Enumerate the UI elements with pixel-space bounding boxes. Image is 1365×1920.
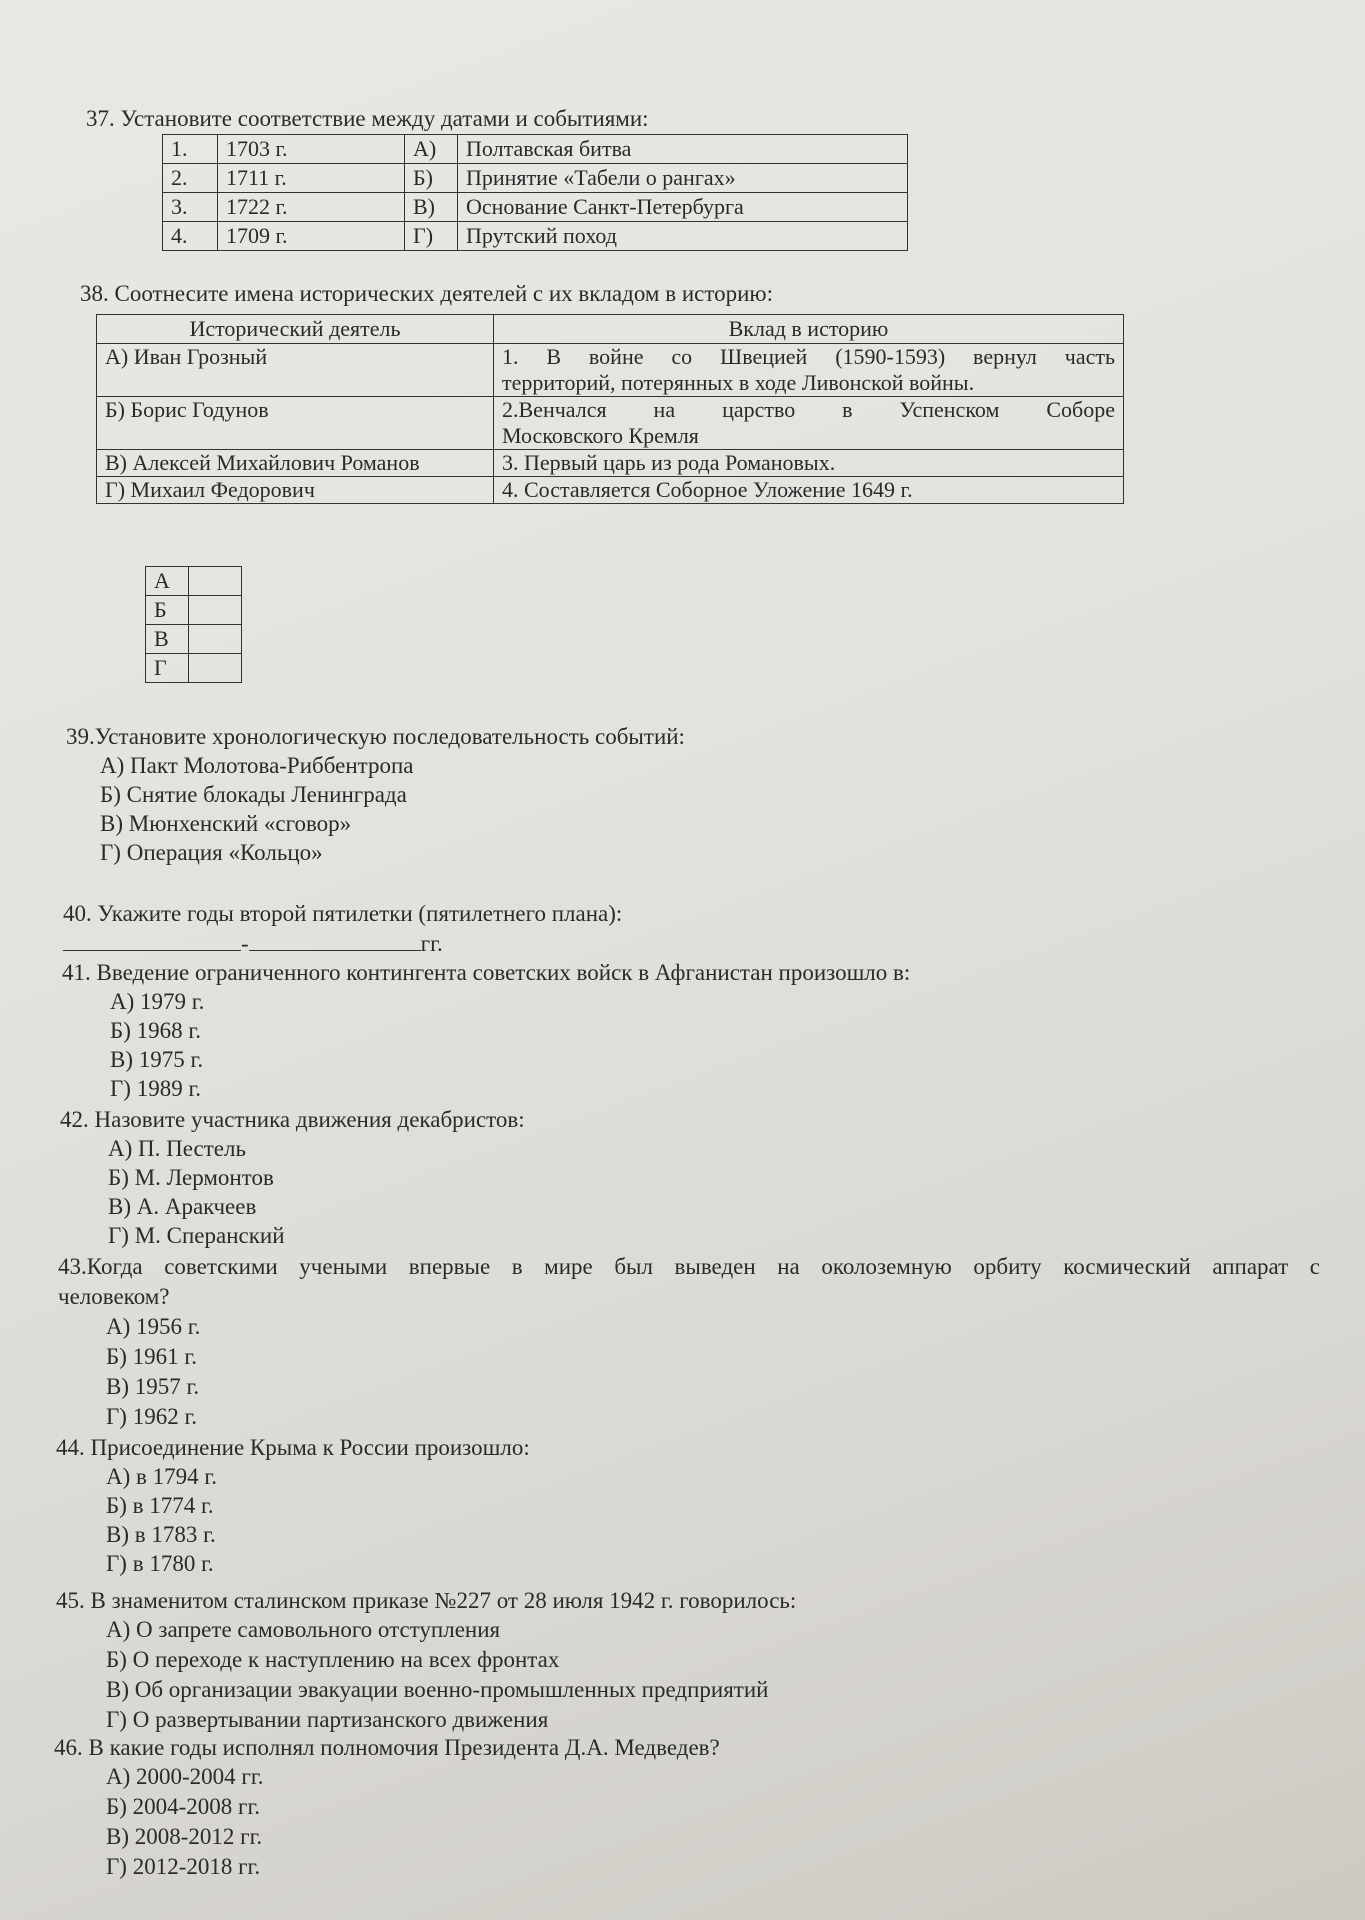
q38-person: В) Алексей Михайлович Романов: [97, 450, 494, 477]
q38-table: [96, 314, 1124, 504]
q37-letter: В): [405, 193, 458, 222]
q38-answer-grid: [145, 566, 242, 683]
q40-blank-end[interactable]: [249, 928, 421, 951]
q46-title: 46. В какие годы исполнял полномочия Президента Д.А. Медведев?: [54, 1735, 720, 1760]
q42-option: А) П. Пестель: [108, 1136, 246, 1161]
q37-date: 1711 г.: [218, 164, 405, 193]
answer-cell[interactable]: [189, 596, 242, 625]
q46-option: Г) 2012-2018 гг.: [106, 1854, 261, 1879]
q43-option: В) 1957 г.: [106, 1374, 200, 1399]
q38-contribution: [494, 344, 1124, 397]
table-row: [146, 567, 242, 596]
q43-question: [58, 1252, 1320, 1312]
q44-option: Г) в 1780 г.: [106, 1551, 214, 1576]
q40-dash: -: [241, 931, 249, 956]
answer-letter: Г: [146, 654, 189, 683]
q37-number: 2.: [163, 164, 218, 193]
q41-option: Б) 1968 г.: [110, 1018, 201, 1043]
q38-contribution: [494, 397, 1124, 450]
table-row: [163, 193, 908, 222]
table-row: [97, 450, 1124, 477]
q43-line: 43.Когда советскими учеными впервые в мире был выведен на околоземную орбиту космический аппарат с: [58, 1254, 1320, 1279]
q38-person: А) Иван Грозный: [97, 344, 494, 397]
q43-line: человеком?: [58, 1284, 170, 1309]
q37-number: 3.: [163, 193, 218, 222]
table-row: [146, 596, 242, 625]
table-row: [146, 654, 242, 683]
q46-option: Б) 2004-2008 гг.: [106, 1794, 261, 1819]
table-row: [97, 477, 1124, 504]
q39-option: В) Мюнхенский «сговор»: [100, 811, 352, 836]
q43-option: Б) 1961 г.: [106, 1344, 197, 1369]
q42-option: Г) М. Сперанский: [108, 1223, 285, 1248]
q46-option: А) 2000-2004 гг.: [106, 1764, 264, 1789]
q37-event: Полтавская битва: [458, 135, 908, 164]
q37-event: Основание Санкт-Петербурга: [458, 193, 908, 222]
table-row: [163, 135, 908, 164]
q41-option: Г) 1989 г.: [110, 1076, 202, 1101]
q41-option: А) 1979 г.: [110, 989, 205, 1014]
q39-option: Б) Снятие блокады Ленинграда: [100, 782, 407, 807]
q39-option: Г) Операция «Кольцо»: [100, 840, 323, 865]
q38-person: Г) Михаил Федорович: [97, 477, 494, 504]
q38-contribution-line: Московского Кремля: [502, 423, 699, 448]
q41-title: 41. Введение ограниченного контингента советских войск в Афганистан произошло в:: [62, 960, 911, 985]
q38-contribution-line: 1. В войне со Швецией (1590-1593) вернул часть: [502, 344, 1115, 369]
q45-title: 45. В знаменитом сталинском приказе №227 от 28 июля 1942 г. говорилось:: [56, 1588, 797, 1613]
q40-title: 40. Укажите годы второй пятилетки (пятилетнего плана):: [63, 901, 623, 926]
table-row: [97, 397, 1124, 450]
q38-title: 38. Соотнесите имена исторических деятелей с их вкладом в историю:: [80, 281, 773, 306]
q43-option: Г) 1962 г.: [106, 1404, 198, 1429]
q46-option: В) 2008-2012 гг.: [106, 1824, 263, 1849]
table-row: [163, 222, 908, 251]
q43-option: А) 1956 г.: [106, 1314, 201, 1339]
q37-number: 4.: [163, 222, 218, 251]
q39-title: 39.Установите хронологическую последовательность событий:: [66, 724, 685, 749]
answer-cell[interactable]: [189, 654, 242, 683]
q38-person: Б) Борис Годунов: [97, 397, 494, 450]
q38-contribution: 3. Первый царь из рода Романовых.: [494, 450, 1124, 477]
answer-cell[interactable]: [189, 567, 242, 596]
q37-event: Принятие «Табели о рангах»: [458, 164, 908, 193]
table-row: [97, 344, 1124, 397]
q42-title: 42. Назовите участника движения декабристов:: [60, 1107, 525, 1132]
q37-letter: А): [405, 135, 458, 164]
q37-letter: Б): [405, 164, 458, 193]
q44-option: Б) в 1774 г.: [106, 1493, 214, 1518]
q37-number: 1.: [163, 135, 218, 164]
q37-date: 1722 г.: [218, 193, 405, 222]
q42-option: В) А. Аракчеев: [108, 1194, 257, 1219]
q42-option: Б) М. Лермонтов: [108, 1165, 274, 1190]
q37-title: 37. Установите соответствие между датами и событиями:: [86, 106, 649, 131]
q44-option: А) в 1794 г.: [106, 1464, 217, 1489]
answer-letter: А: [146, 567, 189, 596]
answer-letter: Б: [146, 596, 189, 625]
q41-option: В) 1975 г.: [110, 1047, 204, 1072]
q45-option: Г) О развертывании партизанского движения: [106, 1707, 549, 1732]
q37-letter: Г): [405, 222, 458, 251]
q39-option: А) Пакт Молотова-Риббентропа: [100, 753, 414, 778]
q38-contribution: 4. Составляется Соборное Уложение 1649 г.: [494, 477, 1124, 504]
q44-option: В) в 1783 г.: [106, 1522, 216, 1547]
q45-option: В) Об организации эвакуации военно-промышленных предприятий: [106, 1677, 769, 1702]
answer-letter: В: [146, 625, 189, 654]
q38-contribution-line: 2.Венчался на царство в Успенском Соборе: [502, 397, 1115, 422]
q37-date: 1709 г.: [218, 222, 405, 251]
q40-answer-line: [63, 928, 443, 959]
q45-option: Б) О переходе к наступлению на всех фронтах: [106, 1647, 560, 1672]
answer-cell[interactable]: [189, 625, 242, 654]
q37-date: 1703 г.: [218, 135, 405, 164]
q38-header-person: Исторический деятель: [97, 315, 494, 344]
q38-header-contribution: Вклад в историю: [494, 315, 1124, 344]
q45-option: А) О запрете самовольного отступления: [106, 1617, 501, 1642]
table-row: [146, 625, 242, 654]
q38-contribution-line: территорий, потерянных в ходе Ливонской войны.: [502, 370, 975, 395]
q40-blank-start[interactable]: [63, 928, 241, 951]
q40-suffix: гг.: [420, 931, 443, 956]
q37-table: [162, 134, 908, 251]
table-row: [163, 164, 908, 193]
q37-event: Прутский поход: [458, 222, 908, 251]
q44-title: 44. Присоединение Крыма к России произошло:: [56, 1435, 530, 1460]
